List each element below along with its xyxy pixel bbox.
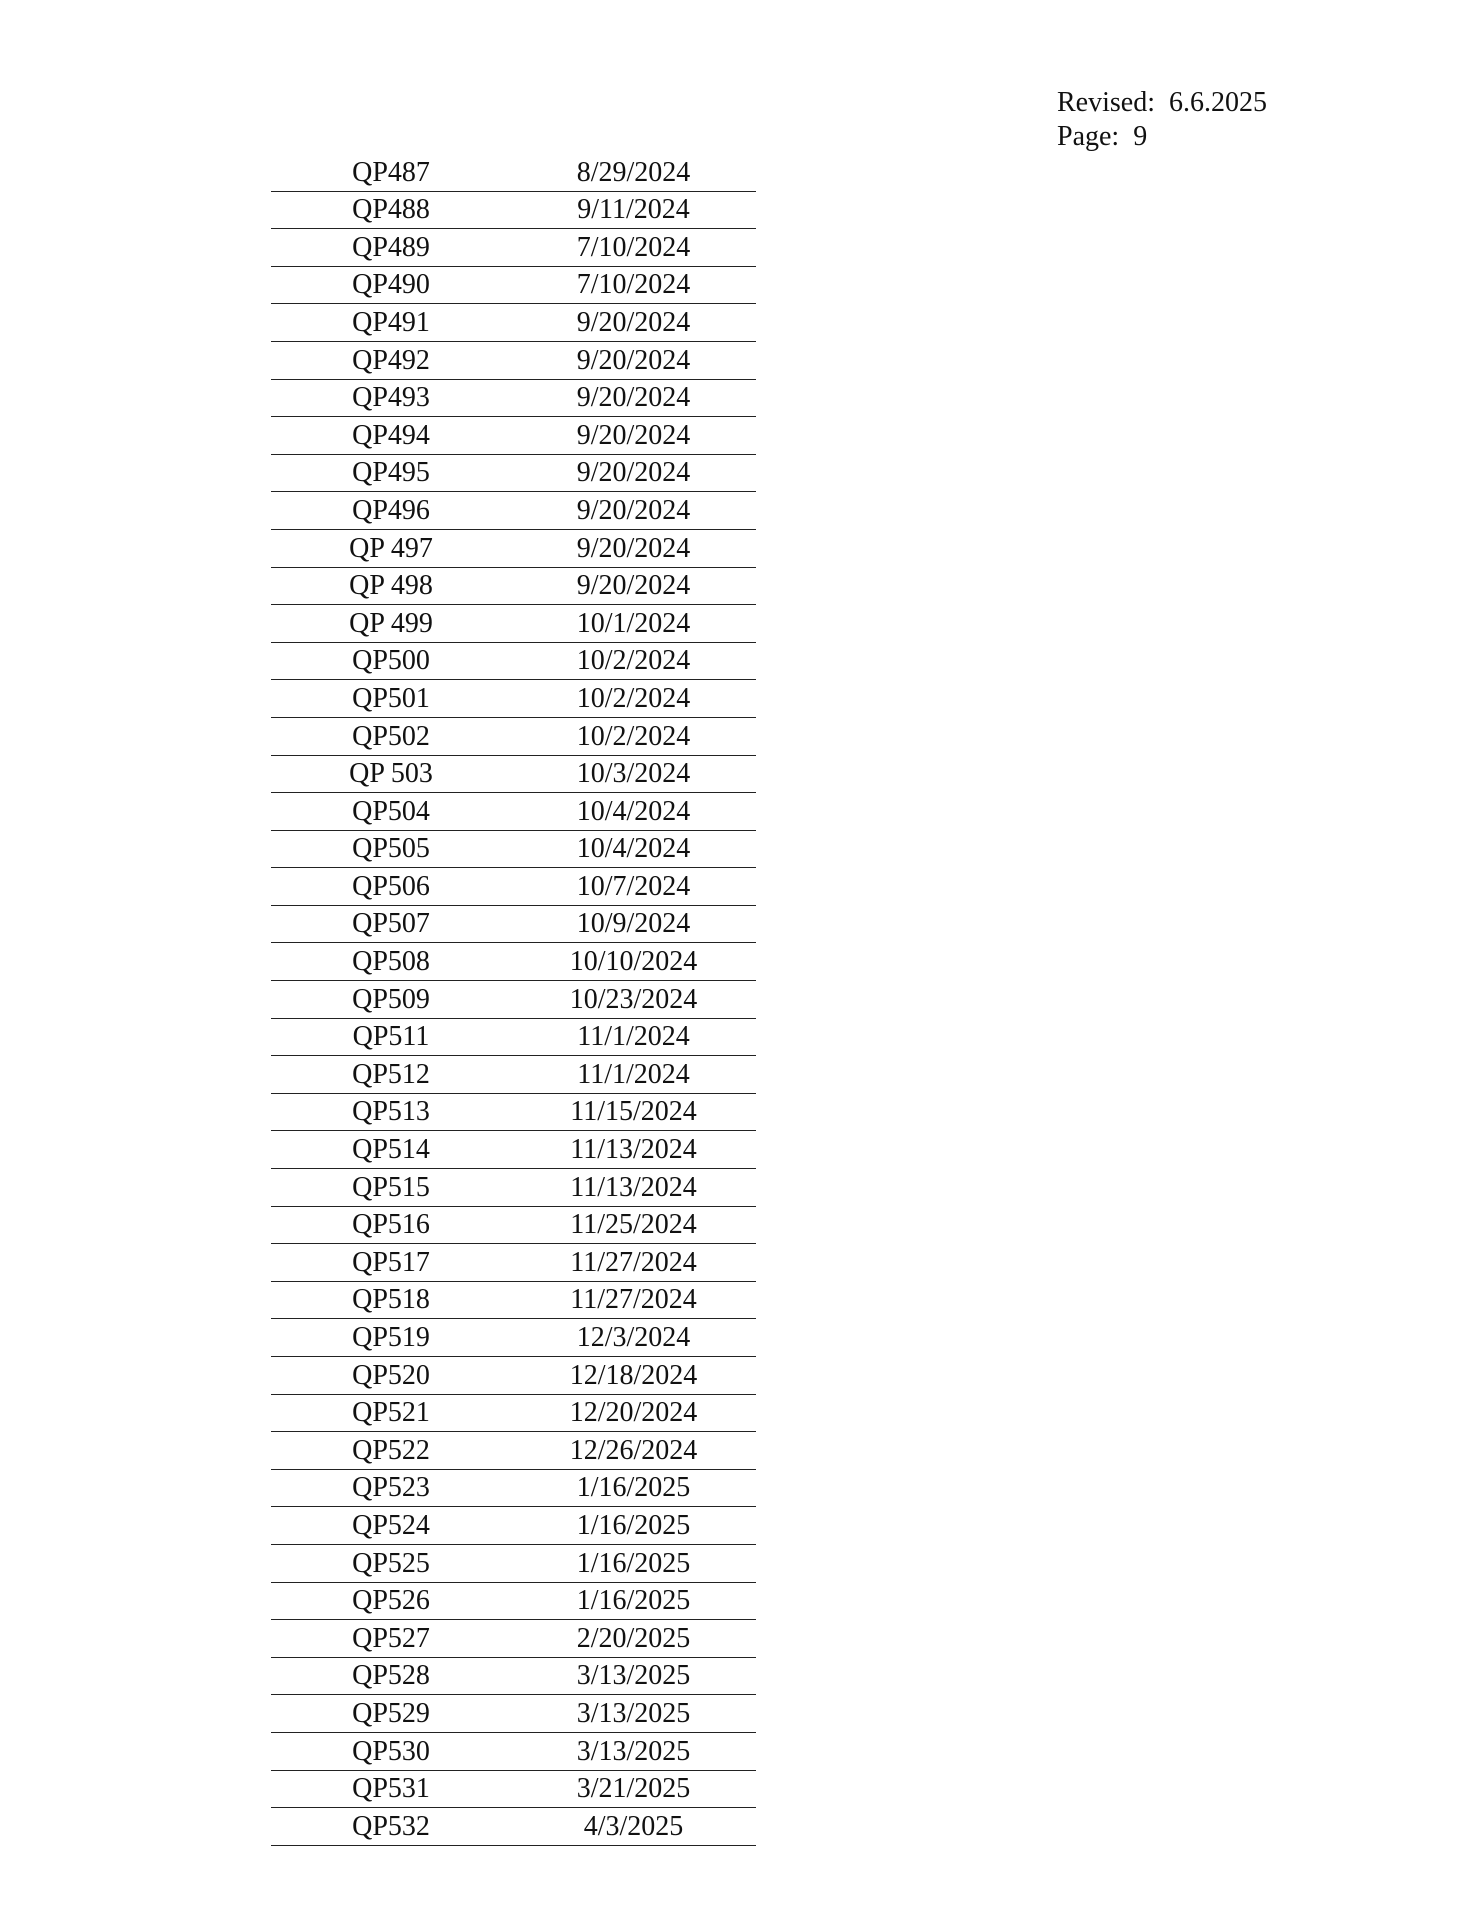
qp-id-cell: QP491 (271, 304, 511, 342)
qp-id-cell: QP532 (271, 1808, 511, 1846)
qp-id-cell: QP520 (271, 1357, 511, 1395)
table-row (271, 905, 756, 943)
qp-id-cell: QP505 (271, 830, 511, 868)
qp-id-cell: QP506 (271, 868, 511, 906)
table-row (271, 1357, 756, 1395)
table-row (271, 454, 756, 492)
table-row (271, 1018, 756, 1056)
date-cell: 9/20/2024 (511, 454, 756, 492)
date-cell: 9/20/2024 (511, 417, 756, 455)
date-cell: 11/27/2024 (511, 1244, 756, 1282)
table-row (271, 1206, 756, 1244)
qp-id-cell: QP508 (271, 943, 511, 981)
date-cell: 11/25/2024 (511, 1206, 756, 1244)
qp-id-cell: QP494 (271, 417, 511, 455)
date-cell: 9/20/2024 (511, 379, 756, 417)
table-row (271, 981, 756, 1019)
qp-id-cell: QP496 (271, 492, 511, 530)
date-cell: 3/21/2025 (511, 1770, 756, 1808)
table-row (271, 417, 756, 455)
table-row (271, 755, 756, 793)
date-cell: 10/4/2024 (511, 830, 756, 868)
qp-id-cell: QP500 (271, 642, 511, 680)
table-row (271, 1169, 756, 1207)
date-cell: 3/13/2025 (511, 1695, 756, 1733)
qp-id-cell: QP 503 (271, 755, 511, 793)
qp-id-cell: QP531 (271, 1770, 511, 1808)
date-cell: 1/16/2025 (511, 1469, 756, 1507)
table-row (271, 1770, 756, 1808)
qp-id-cell: QP490 (271, 266, 511, 304)
table-row (271, 341, 756, 379)
date-cell: 10/3/2024 (511, 755, 756, 793)
table-row (271, 868, 756, 906)
qp-id-cell: QP529 (271, 1695, 511, 1733)
qp-id-cell: QP527 (271, 1620, 511, 1658)
page-number: 9 (1133, 121, 1148, 152)
date-cell: 3/13/2025 (511, 1732, 756, 1770)
date-cell: 10/9/2024 (511, 905, 756, 943)
table-row (271, 1432, 756, 1470)
qp-id-cell: QP521 (271, 1394, 511, 1432)
date-cell: 9/20/2024 (511, 341, 756, 379)
date-cell: 10/10/2024 (511, 943, 756, 981)
table-row (271, 529, 756, 567)
qp-id-cell: QP518 (271, 1281, 511, 1319)
date-cell: 4/3/2025 (511, 1808, 756, 1846)
date-cell: 1/16/2025 (511, 1507, 756, 1545)
table-row (271, 304, 756, 342)
date-cell: 11/13/2024 (511, 1131, 756, 1169)
qp-id-cell: QP517 (271, 1244, 511, 1282)
table-row (271, 1732, 756, 1770)
page-line (1057, 120, 1267, 154)
date-cell: 12/20/2024 (511, 1394, 756, 1432)
table-row (271, 1394, 756, 1432)
table-row (271, 1620, 756, 1658)
table-row (271, 1244, 756, 1282)
date-cell: 9/20/2024 (511, 304, 756, 342)
qp-id-cell: QP526 (271, 1582, 511, 1620)
qp-id-cell: QP501 (271, 680, 511, 718)
qp-id-cell: QP489 (271, 229, 511, 267)
table-row (271, 1281, 756, 1319)
table-row (271, 1319, 756, 1357)
table-row (271, 1695, 756, 1733)
revised-value: 6.6.2025 (1169, 87, 1267, 118)
table-row (271, 154, 756, 191)
date-cell: 10/1/2024 (511, 605, 756, 643)
date-cell: 8/29/2024 (511, 154, 756, 191)
table-row (271, 1469, 756, 1507)
table-row (271, 793, 756, 831)
qp-id-cell: QP492 (271, 341, 511, 379)
qp-id-cell: QP530 (271, 1732, 511, 1770)
table-row (271, 943, 756, 981)
date-cell: 11/27/2024 (511, 1281, 756, 1319)
table-row (271, 1131, 756, 1169)
table-row (271, 830, 756, 868)
date-cell: 10/2/2024 (511, 717, 756, 755)
qp-id-cell: QP507 (271, 905, 511, 943)
qp-id-cell: QP523 (271, 1469, 511, 1507)
date-cell: 9/20/2024 (511, 492, 756, 530)
date-cell: 7/10/2024 (511, 266, 756, 304)
revised-line (1057, 86, 1267, 120)
qp-id-cell: QP 498 (271, 567, 511, 605)
qp-id-cell: QP528 (271, 1657, 511, 1695)
qp-id-cell: QP 497 (271, 529, 511, 567)
table-body (271, 154, 756, 1845)
qp-id-cell: QP488 (271, 191, 511, 229)
date-cell: 10/2/2024 (511, 680, 756, 718)
date-cell: 9/11/2024 (511, 191, 756, 229)
table-row (271, 191, 756, 229)
date-cell: 12/26/2024 (511, 1432, 756, 1470)
table-row (271, 717, 756, 755)
date-cell: 10/7/2024 (511, 868, 756, 906)
table-row (271, 1093, 756, 1131)
revised-label: Revised: (1057, 87, 1155, 118)
qp-id-cell: QP487 (271, 154, 511, 191)
table-row (271, 1657, 756, 1695)
date-cell: 10/4/2024 (511, 793, 756, 831)
qp-id-cell: QP513 (271, 1093, 511, 1131)
qp-id-cell: QP514 (271, 1131, 511, 1169)
table-row (271, 1808, 756, 1846)
date-cell: 2/20/2025 (511, 1620, 756, 1658)
date-cell: 11/1/2024 (511, 1018, 756, 1056)
date-cell: 9/20/2024 (511, 567, 756, 605)
date-cell: 1/16/2025 (511, 1544, 756, 1582)
qp-id-cell: QP509 (271, 981, 511, 1019)
table-row (271, 1056, 756, 1094)
date-cell: 1/16/2025 (511, 1582, 756, 1620)
table-row (271, 680, 756, 718)
qp-id-cell: QP525 (271, 1544, 511, 1582)
qp-id-cell: QP515 (271, 1169, 511, 1207)
date-cell: 10/2/2024 (511, 642, 756, 680)
table-row (271, 492, 756, 530)
qp-id-cell: QP524 (271, 1507, 511, 1545)
date-cell: 12/3/2024 (511, 1319, 756, 1357)
qp-id-cell: QP493 (271, 379, 511, 417)
date-cell: 3/13/2025 (511, 1657, 756, 1695)
qp-date-table (271, 154, 756, 1846)
page-header (1057, 86, 1267, 154)
qp-id-cell: QP504 (271, 793, 511, 831)
qp-id-cell: QP516 (271, 1206, 511, 1244)
date-cell: 11/1/2024 (511, 1056, 756, 1094)
table-row (271, 1582, 756, 1620)
qp-id-cell: QP502 (271, 717, 511, 755)
page-label: Page: (1057, 121, 1120, 152)
date-cell: 11/13/2024 (511, 1169, 756, 1207)
date-cell: 11/15/2024 (511, 1093, 756, 1131)
date-cell: 12/18/2024 (511, 1357, 756, 1395)
qp-id-cell: QP511 (271, 1018, 511, 1056)
qp-id-cell: QP522 (271, 1432, 511, 1470)
table-row (271, 266, 756, 304)
qp-id-cell: QP 499 (271, 605, 511, 643)
date-cell: 9/20/2024 (511, 529, 756, 567)
table-row (271, 567, 756, 605)
table-row (271, 379, 756, 417)
qp-id-cell: QP519 (271, 1319, 511, 1357)
table-row (271, 1544, 756, 1582)
table-row (271, 605, 756, 643)
qp-id-cell: QP495 (271, 454, 511, 492)
table-row (271, 1507, 756, 1545)
qp-id-cell: QP512 (271, 1056, 511, 1094)
table-row (271, 642, 756, 680)
date-cell: 10/23/2024 (511, 981, 756, 1019)
table-row (271, 229, 756, 267)
date-cell: 7/10/2024 (511, 229, 756, 267)
